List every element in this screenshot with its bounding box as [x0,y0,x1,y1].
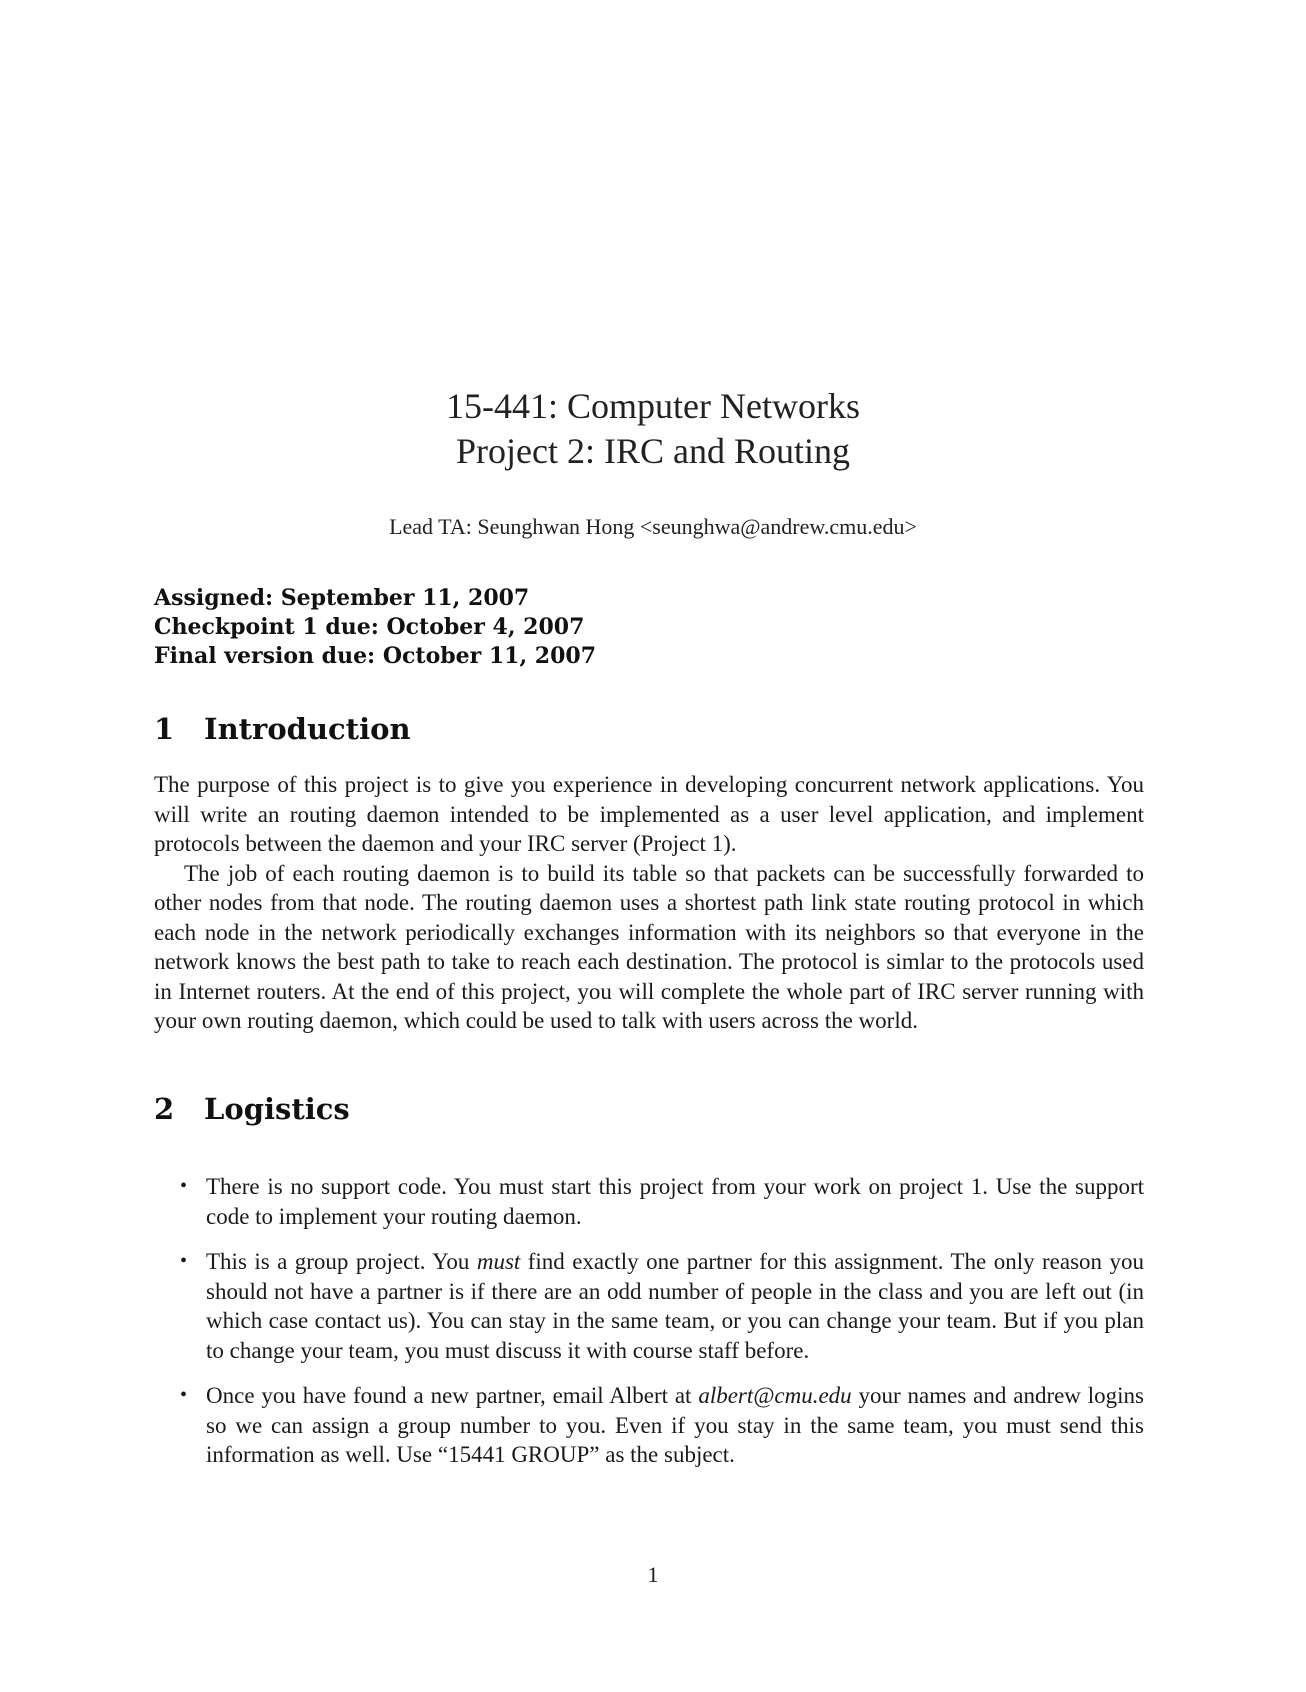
emphasis-must: must [476,1249,521,1274]
bullet-icon: • [180,1384,188,1406]
list-item-text: There is no support code. You must start this project from your work on project 1. Use the support code to implement your routing daemon. [206,1174,1144,1229]
paragraph: The job of each routing daemon is to build its table so that packets can be successfully forwarded to other nodes from that node. The routing daemon uses a shortest path link state routing protocol in which each node in the network periodically exchanges information with its neighbors so that everyone in the network knows the best path to take to reach each destination. The protocol is simlar to the protocols used in Internet routers. At the end of this project, you will complete the whole part of IRC server running with your own routing daemon, which could be used to talk with users across the world. [154,860,1144,1033]
lead-ta-line: Lead TA: Seunghwan Hong <seunghwa@andrew.cmu.edu> [389,514,917,539]
list-item-text-post: your names and andrew logins so we can assign a group number to you. Even if you stay in the same team, you must send this information as well. Use “15441 GROUP” as the subject. [206,1383,1145,1467]
section-number: 1 [154,712,175,746]
bullet-icon: • [180,1250,188,1272]
logistics-list [180,1172,1144,1486]
list-item-text-pre: Once you have found a new partner, email Albert at [206,1383,699,1408]
checkpoint-date: Checkpoint 1 due: October 4, 2007 [154,614,585,640]
list-item [180,1247,1144,1365]
bullet-icon: • [180,1175,188,1197]
list-item-text-post: find exactly one partner for this assignment. The only reason you should not have a partner is if there are an odd number of people in the class and you are left out (in which case contact us). You can stay in the same team, or you can change your team. But if you plan to change your team, you must discuss it with course staff before. [206,1249,1144,1363]
project-title: Project 2: IRC and Routing [456,431,850,471]
list-item [180,1381,1144,1470]
list-item-text-pre: This is a group project. You [206,1249,477,1274]
section-number: 2 [154,1092,175,1126]
section-title: Logistics [204,1092,350,1126]
email-address: albert@cmu.edu [698,1383,852,1408]
list-item [180,1172,1144,1231]
section-title: Introduction [204,712,411,746]
section-heading-logistics [154,1092,350,1126]
title-block [0,384,1306,540]
page-number: 1 [647,1562,659,1587]
course-title: 15-441: Computer Networks [446,386,860,426]
section-heading-introduction [154,712,411,746]
introduction-body [154,770,1144,1036]
assigned-date: Assigned: September 11, 2007 [154,585,530,611]
paragraph: The purpose of this project is to give you experience in developing concurrent network applications. You will write an routing daemon intended to be implemented as a user level application, and implement protocols between the daemon and your IRC server (Project 1). [154,772,1144,856]
final-date: Final version due: October 11, 2007 [154,643,597,669]
dates-block [154,584,596,671]
